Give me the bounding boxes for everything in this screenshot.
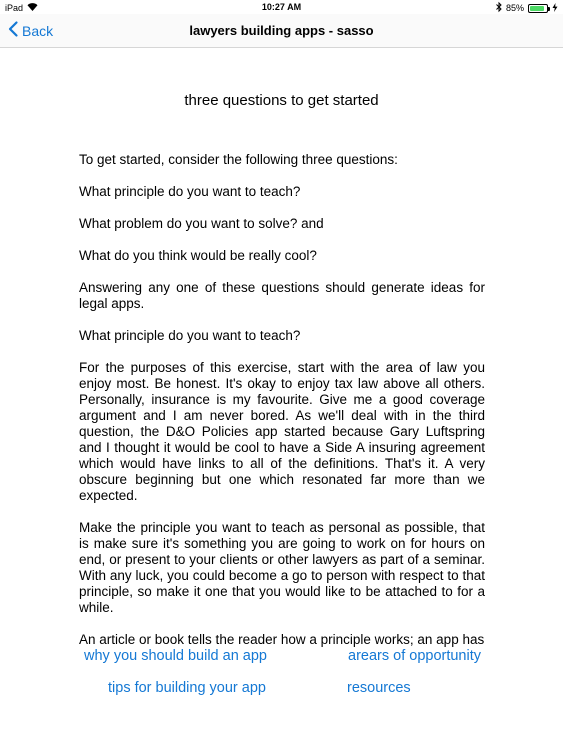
battery-icon	[528, 4, 548, 13]
nav-title: lawyers building apps - sasso	[189, 23, 374, 38]
footer-links	[0, 640, 563, 710]
paragraph: To get started, consider the following three questions:	[79, 152, 398, 167]
link-why-build-app[interactable]: why you should build an app	[84, 648, 267, 664]
paragraph: An article or book tells the reader how a principle works; an app has	[79, 632, 485, 647]
battery-fill	[530, 6, 544, 11]
battery-percent: 85%	[505, 3, 524, 13]
paragraph: What do you think would be really cool?	[79, 248, 317, 263]
link-areas-of-opportunity[interactable]: arears of opportunity	[348, 648, 481, 664]
device-label: iPad	[5, 2, 24, 13]
paragraph: Answering any one of these questions should generate ideas for legal apps.	[79, 280, 485, 311]
paragraph: Make the principle you want to teach as personal as possible, that is make sure it's something you are going to work on for hours on end, or present to your clients or other lawyers as part of a seminar. With any luck, you could become a go to person with respect to that principle, so make it one that you would like to be attached to for a while.	[79, 520, 485, 615]
content-scroll-area[interactable]	[0, 48, 563, 647]
charging-bolt-icon	[552, 3, 558, 14]
back-label: Back	[22, 22, 54, 39]
paragraph: For the purposes of this exercise, start with the area of law you enjoy most. Be honest. It's okay to enjoy tax law above all others. Personally, insurance is my favourite. Give me a good coverage argument and I am never bored. As we'll deal with in the third question, the D&O Policies app started because Gary Luftspring and I thought it would be cool to have a Side A insuring agreement which would have links to all of the definitions. That's it. A very obscure beginning but one which resonated far more than we expected.	[79, 360, 485, 503]
status-time: 10:27 AM	[261, 2, 302, 12]
paragraph: What principle do you want to teach?	[79, 328, 301, 343]
paragraph: What problem do you want to solve? and	[79, 216, 324, 231]
status-right	[496, 2, 558, 14]
link-resources[interactable]: resources	[347, 680, 411, 696]
link-tips-building-app[interactable]: tips for building your app	[108, 680, 266, 696]
article-body	[79, 152, 485, 664]
bluetooth-icon	[496, 2, 502, 14]
status-bar	[0, 0, 563, 14]
page-title: three questions to get started	[184, 92, 379, 109]
navigation-bar	[0, 14, 563, 48]
paragraph: What principle do you want to teach?	[79, 184, 301, 199]
battery-cap	[548, 7, 550, 11]
